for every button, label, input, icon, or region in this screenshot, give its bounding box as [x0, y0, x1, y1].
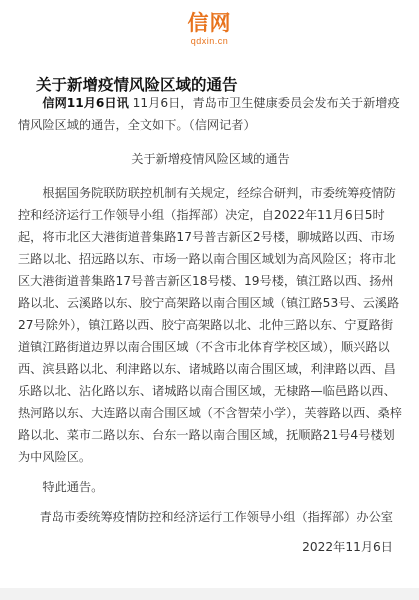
notice-date: 2022年11月6日 [302, 540, 393, 554]
notice-title: 关于新增疫情风险区域的通告 [131, 152, 290, 166]
notice-closing: 特此通告。 [42, 480, 104, 494]
article-dateline: 信网11月6日讯 [42, 96, 129, 110]
logo-domain: qdxin.cn [190, 36, 229, 46]
site-logo[interactable] [188, 10, 232, 47]
notice-body: 根据国务院联防联控机制有关规定，经综合研判，市委统筹疫情防控和经济运行工作领导小组（指挥部）决定，自2022年11月6日5时起，将市北区大港街道普集路17号普吉新区2号楼，聊城路以西、市场三路以北、招远路以东、市场一路以南合围区域划为高风险区；将市北区大港街道普集路17号普吉新区18号楼、19号楼，镇江路以西、扬州路以北、云溪路以东、胶宁高架路以南合围区域（镇江路53号、云溪路27号除外），镇江路以西、胶宁高架路以北、北仲三路以东、宁夏路街道镇江路街道边界以南合围区域（不含市北体育学校区域），顺兴路以西、滨县路以北、利津路以东、诸城路以南合围区域，利津路以西、昌乐路以北、沾化路以东、诸城路以南合围区域，无棣路—临邑路以西、热河路以东、大连路以南合围区域（不含智荣小学），芙蓉路以西、桑梓路以北、菜市二路以东、台东一路以南合围区域，抚顺路21号4号楼划为中风险区。 [18, 186, 402, 464]
article-lead-text: 11月6日，青岛市卫生健康委员会发布关于新增疫情风险区域的通告，全文如下。（信网记者） [18, 96, 400, 132]
notice-issuer: 青岛市委统筹疫情防控和经济运行工作领导小组（指挥部）办公室 [39, 510, 393, 524]
bottom-bar [0, 588, 419, 600]
site-header [0, 10, 419, 48]
article-body [18, 92, 403, 558]
article-title: 关于新增疫情风险区域的通告 [36, 76, 238, 95]
logo-text: 信网 [187, 11, 232, 35]
article-lead [18, 92, 403, 136]
